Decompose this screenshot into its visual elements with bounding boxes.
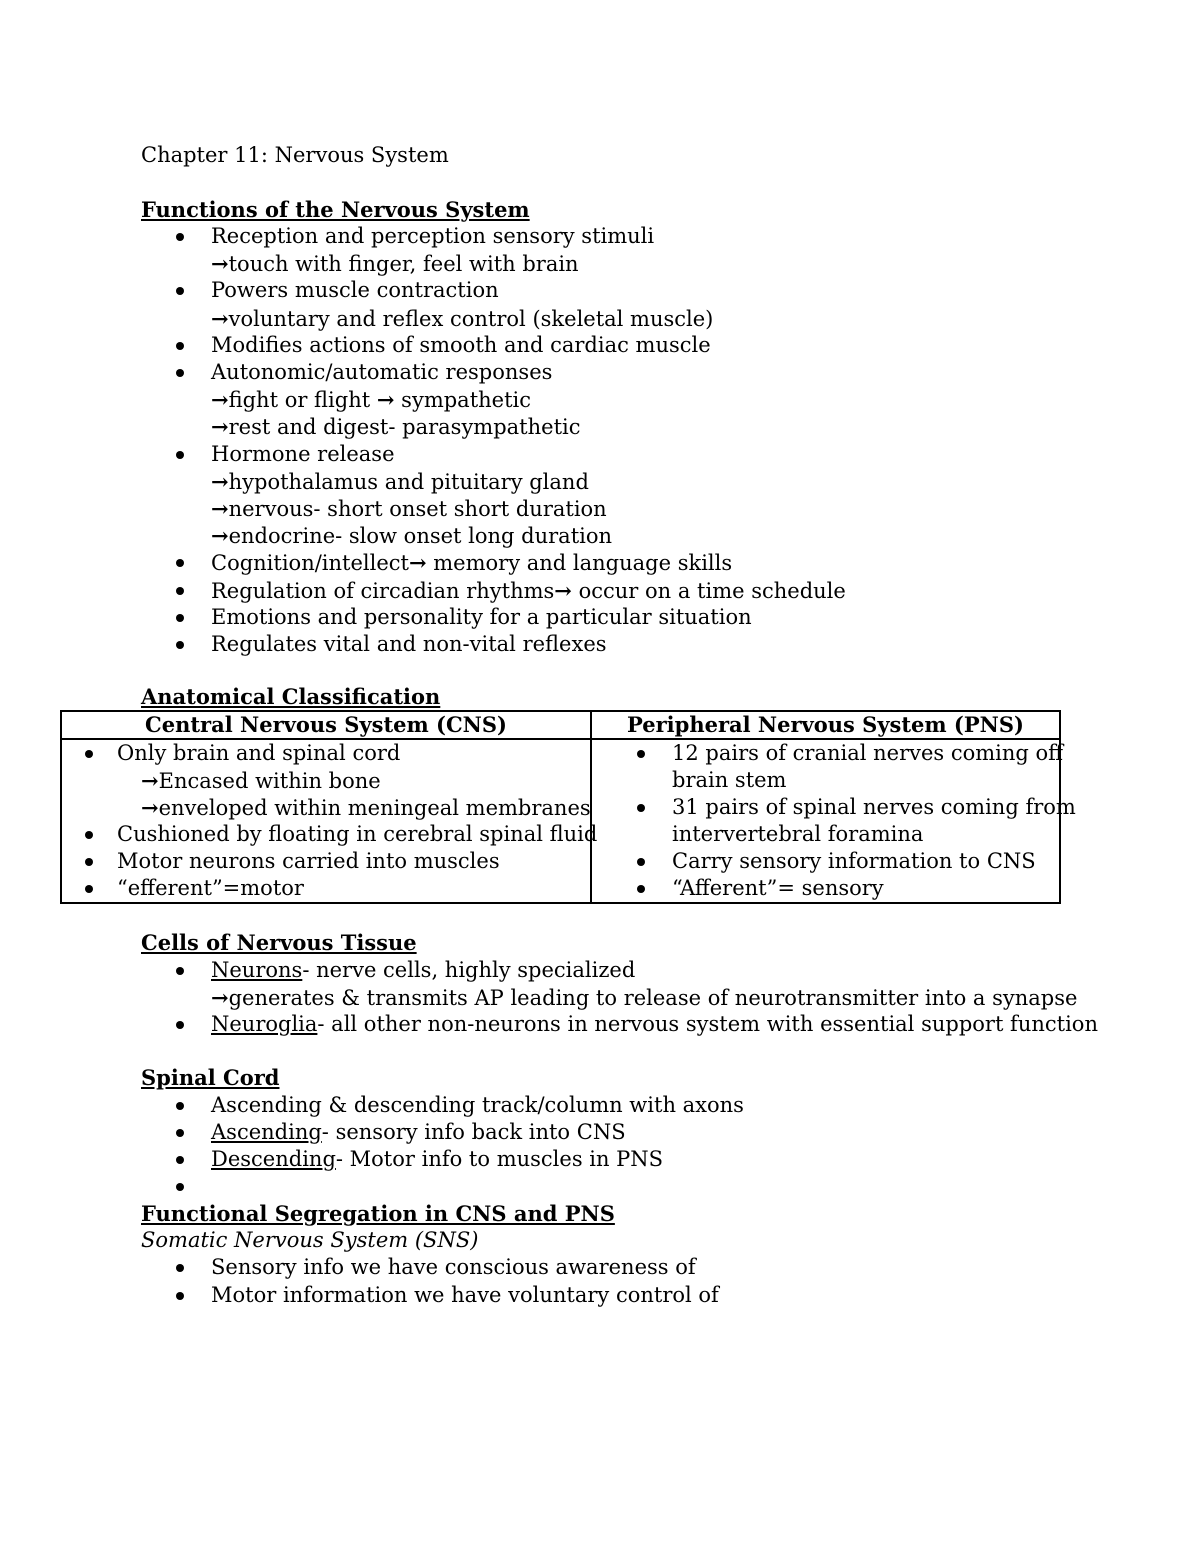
list-item-content: [211, 549, 732, 577]
list-item-content: [211, 957, 635, 984]
bullet-icon: [176, 332, 184, 359]
arrow-icon: →: [211, 305, 229, 331]
list-item-text: Only brain and spinal cord: [117, 741, 401, 765]
bullet-icon: [176, 1011, 184, 1038]
sub-item-content: [211, 413, 581, 441]
list-item-content: [211, 223, 654, 250]
underlined-term: Neuroglia: [211, 1012, 318, 1036]
anatomical-classification-table: [60, 710, 1076, 904]
list-item-content: [211, 277, 499, 304]
list-item-content: [211, 332, 711, 359]
list-item-text: Regulation of circadian rhythms: [211, 578, 555, 603]
bullet-icon: [176, 1254, 184, 1281]
table-row: [61, 739, 1060, 903]
list-item-text-2: occur on a time schedule: [578, 578, 846, 603]
list-item-content: [117, 848, 500, 875]
arrow-icon: →: [211, 251, 229, 277]
bullet-icon: [176, 1092, 184, 1119]
sub-item-text: generates & transmits AP leading to release of neurotransmitter into a synapse: [228, 986, 1078, 1010]
sub-item-text: endocrine- slow onset long duration: [228, 524, 613, 549]
arrow-icon: →: [211, 468, 229, 494]
sub-item-text: hypothalamus and pituitary gland: [228, 469, 589, 494]
continuation-text: intervertebral foramina: [672, 822, 924, 846]
list-item-text: Autonomic/automatic responses: [211, 360, 553, 384]
list-item-text: Motor information we have voluntary control of: [211, 1282, 719, 1307]
list-item-content: [211, 577, 846, 605]
sub-item-content: [211, 984, 1077, 1012]
arrow-icon: →: [211, 387, 229, 413]
sub-item-content: [211, 250, 579, 278]
list-item-content: [211, 1282, 719, 1309]
underlined-term: Neurons: [211, 958, 303, 982]
bullet-icon: [637, 794, 645, 821]
list-item-text: Regulates vital and non-vital reflexes: [211, 632, 607, 656]
bullet-icon: [176, 277, 184, 304]
list-item-text: Emotions and personality for a particular situation: [211, 604, 752, 629]
list-item-text: Reception and perception sensory stimuli: [211, 224, 655, 248]
bullet-icon: [176, 1282, 184, 1309]
sub-item-text: enveloped within meningeal membranes: [158, 796, 591, 820]
list-item-content: [672, 848, 1036, 875]
bullet-icon: [85, 821, 93, 848]
sub-item-text: touch with finger, feel with brain: [228, 252, 579, 277]
underlined-term: Ascending: [211, 1120, 322, 1144]
somatic-subheading: Somatic Nervous System (SNS): [141, 1228, 479, 1252]
sub-item-content: [211, 386, 531, 414]
list-item-content: [211, 631, 607, 658]
functions-heading: Functions of the Nervous System: [141, 197, 530, 222]
bullet-icon: [176, 1146, 184, 1173]
arrow-icon: →: [211, 414, 229, 440]
spinal-cord-heading: Spinal Cord: [141, 1065, 280, 1090]
pns-column-header: Peripheral Nervous System (PNS): [591, 711, 1060, 739]
bullet-icon: [637, 875, 645, 902]
arrow-icon: →: [211, 523, 229, 549]
list-item-text: Cognition/intellect: [211, 551, 409, 576]
list-item-content: [211, 441, 395, 468]
bullet-icon: [176, 1173, 184, 1200]
list-item-text: 31 pairs of spinal nerves coming from: [672, 795, 1076, 819]
list-item-text: - all other non-neurons in nervous system with essential support function: [317, 1012, 1098, 1036]
list-item-content: [117, 875, 304, 902]
arrow-icon: →: [554, 577, 572, 603]
list-item-content: [672, 794, 1076, 821]
segregation-heading: Functional Segregation in CNS and PNS: [141, 1201, 615, 1226]
arrow-icon: →: [376, 387, 395, 413]
cells-heading: Cells of Nervous Tissue: [141, 930, 417, 955]
sub-item-content: [211, 468, 589, 496]
list-item-text: 12 pairs of cranial nerves coming off: [672, 741, 1064, 765]
bullet-icon: [176, 549, 184, 576]
sub-item-content: [141, 767, 381, 795]
bullet-icon: [637, 848, 645, 875]
pns-cell: [591, 739, 1076, 903]
sub-item-content: [211, 522, 612, 550]
sub-item-text: nervous- short onset short duration: [228, 497, 607, 521]
list-item-content: [211, 359, 552, 386]
list-item-text: Cushioned by floating in cerebral spinal fluid: [117, 822, 598, 846]
list-item-text: Hormone release: [211, 441, 395, 466]
list-item-content: [117, 740, 400, 767]
list-item-text-2: memory and language skills: [433, 551, 733, 576]
list-item-content: [117, 821, 597, 848]
arrow-icon: →: [211, 985, 229, 1010]
bullet-icon: [85, 875, 93, 902]
continuation-text: brain stem: [672, 768, 787, 792]
bullet-icon: [85, 848, 93, 875]
cns-column-header: Central Nervous System (CNS): [61, 711, 591, 739]
arrow-icon: →: [211, 496, 229, 521]
underlined-term: Descending: [211, 1147, 336, 1171]
arrow-icon: →: [141, 795, 159, 820]
list-item-text: Motor neurons carried into muscles: [117, 849, 500, 873]
list-item-content: [211, 1146, 663, 1173]
bullet-icon: [176, 359, 184, 386]
sub-item-content: [141, 794, 591, 822]
list-item-content: [211, 604, 752, 631]
sub-item-text: fight or flight: [228, 388, 371, 413]
list-item-text: Carry sensory information to CNS: [672, 849, 1036, 873]
list-item-content: [211, 1119, 626, 1146]
list-item-text: - nerve cells, highly specialized: [302, 958, 636, 982]
sub-item-text: voluntary and reflex control (skeletal muscle): [228, 306, 714, 331]
table-header-row: [61, 711, 1060, 739]
sub-item-content: [211, 495, 607, 523]
bullet-icon: [176, 577, 184, 604]
bullet-icon: [176, 631, 184, 658]
list-item-text: Powers muscle contraction: [211, 278, 499, 303]
list-item-content: [672, 740, 1063, 767]
page-title: Chapter 11: Nervous System: [141, 143, 449, 167]
bullet-icon: [176, 1119, 184, 1146]
list-item-text: Sensory info we have conscious awareness of: [211, 1255, 696, 1279]
list-item-text: Modifies actions of smooth and cardiac muscle: [211, 332, 711, 357]
sub-item-text: Encased within bone: [158, 769, 381, 793]
bullet-icon: [176, 223, 184, 250]
sub-item-content: [211, 305, 713, 333]
list-item-content: [211, 1011, 1098, 1038]
bullet-icon: [85, 740, 93, 767]
list-item-text: “Afferent”= sensory: [672, 876, 884, 900]
list-item-text: Ascending & descending track/column with axons: [211, 1093, 744, 1117]
list-item-text: - sensory info back into CNS: [321, 1120, 626, 1144]
list-item-text: - Motor info to muscles in PNS: [335, 1147, 664, 1171]
list-item-content: [211, 1254, 696, 1281]
bullet-icon: [637, 740, 645, 767]
bullet-icon: [176, 604, 184, 631]
arrow-icon: →: [408, 550, 427, 576]
sub-item-text: rest and digest- parasympathetic: [228, 415, 581, 440]
bullet-icon: [176, 441, 184, 468]
cns-cell: [61, 739, 598, 903]
arrow-icon: →: [141, 768, 159, 793]
anatomical-heading: Anatomical Classification: [141, 684, 441, 709]
sub-item-text-2: sympathetic: [401, 388, 531, 413]
list-item-content: [211, 1092, 744, 1119]
bullet-icon: [176, 957, 184, 984]
list-item-content: [672, 875, 884, 902]
list-item-text: “efferent”=motor: [117, 876, 304, 900]
